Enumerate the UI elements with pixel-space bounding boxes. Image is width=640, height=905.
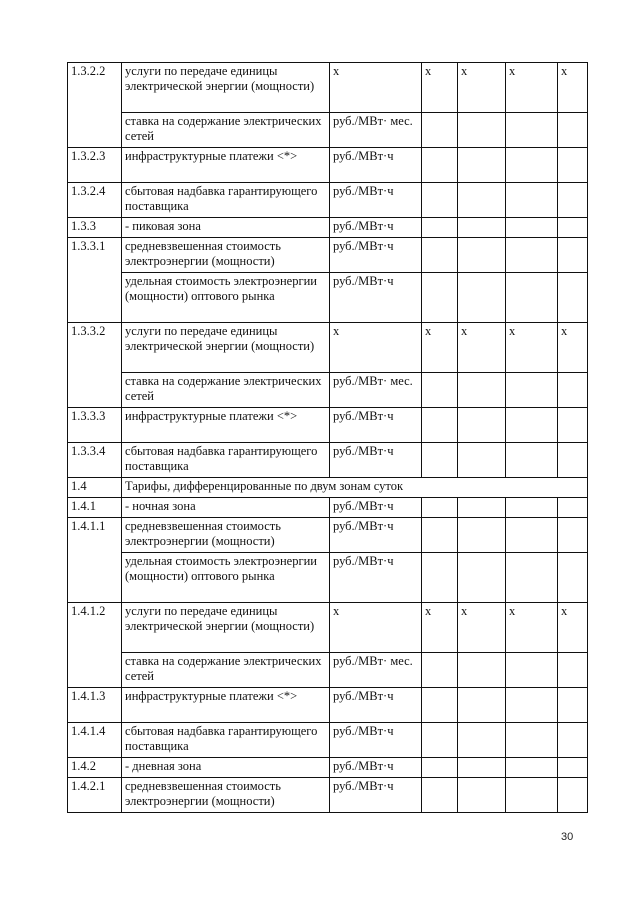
- row-name: сбытовая надбавка гарантирующего поставщика: [122, 183, 330, 218]
- value-cell: [506, 758, 558, 778]
- row-code: 1.3.2.3: [68, 148, 122, 183]
- value-cell: [558, 653, 588, 688]
- value-cell: х: [422, 323, 458, 373]
- row-code: 1.4.2.1: [68, 778, 122, 813]
- row-name: ставка на содержание электрических сетей: [122, 373, 330, 408]
- value-cell: [422, 273, 458, 323]
- value-cell: [558, 498, 588, 518]
- value-cell: х: [558, 603, 588, 653]
- row-unit: руб./МВт·ч: [330, 498, 422, 518]
- row-unit: х: [330, 603, 422, 653]
- value-cell: [558, 238, 588, 273]
- row-unit: руб./МВт·ч: [330, 408, 422, 443]
- row-code: 1.3.3.2: [68, 323, 122, 408]
- value-cell: [422, 758, 458, 778]
- value-cell: [506, 653, 558, 688]
- value-cell: [458, 553, 506, 603]
- value-cell: [558, 408, 588, 443]
- table-row: [68, 238, 588, 273]
- value-cell: х: [458, 323, 506, 373]
- row-name: - пиковая зона: [122, 218, 330, 238]
- value-cell: [506, 553, 558, 603]
- row-code: 1.4.1.4: [68, 723, 122, 758]
- row-name: - ночная зона: [122, 498, 330, 518]
- value-cell: [558, 148, 588, 183]
- tariff-table: [67, 62, 588, 813]
- row-unit: руб./МВт· мес.: [330, 373, 422, 408]
- value-cell: [506, 778, 558, 813]
- value-cell: [422, 723, 458, 758]
- value-cell: [506, 148, 558, 183]
- value-cell: [558, 688, 588, 723]
- value-cell: [558, 518, 588, 553]
- row-name: инфраструктурные платежи <*>: [122, 408, 330, 443]
- row-code: 1.4.2: [68, 758, 122, 778]
- value-cell: [506, 113, 558, 148]
- row-code: 1.4.1: [68, 498, 122, 518]
- table-row: [68, 603, 588, 653]
- value-cell: [558, 183, 588, 218]
- value-cell: х: [506, 323, 558, 373]
- value-cell: [506, 273, 558, 323]
- value-cell: [458, 113, 506, 148]
- value-cell: [458, 758, 506, 778]
- table-row: [68, 778, 588, 813]
- section-title: Тарифы, дифференцированные по двум зонам суток: [122, 478, 588, 498]
- table-row: [68, 408, 588, 443]
- row-name: инфраструктурные платежи <*>: [122, 688, 330, 723]
- row-name: услуги по передаче единицы электрической энергии (мощности): [122, 63, 330, 113]
- row-name: - дневная зона: [122, 758, 330, 778]
- value-cell: [422, 518, 458, 553]
- row-unit: руб./МВт·ч: [330, 553, 422, 603]
- row-name: ставка на содержание электрических сетей: [122, 113, 330, 148]
- row-unit: руб./МВт·ч: [330, 518, 422, 553]
- row-unit: руб./МВт·ч: [330, 688, 422, 723]
- row-unit: руб./МВт·ч: [330, 218, 422, 238]
- value-cell: [422, 148, 458, 183]
- value-cell: [458, 443, 506, 478]
- value-cell: [422, 113, 458, 148]
- table-row: [68, 113, 588, 148]
- value-cell: [422, 443, 458, 478]
- row-name: ставка на содержание электрических сетей: [122, 653, 330, 688]
- value-cell: х: [422, 63, 458, 113]
- value-cell: [558, 373, 588, 408]
- value-cell: [558, 113, 588, 148]
- value-cell: [558, 758, 588, 778]
- row-unit: руб./МВт· мес.: [330, 113, 422, 148]
- table-row: [68, 63, 588, 113]
- row-unit: руб./МВт·ч: [330, 443, 422, 478]
- value-cell: х: [558, 63, 588, 113]
- value-cell: [506, 238, 558, 273]
- value-cell: [506, 498, 558, 518]
- row-code: 1.3.2.4: [68, 183, 122, 218]
- row-code: 1.3.2.2: [68, 63, 122, 148]
- value-cell: [558, 218, 588, 238]
- value-cell: [422, 408, 458, 443]
- value-cell: [422, 778, 458, 813]
- row-name: средневзвешенная стоимость электроэнергии (мощности): [122, 238, 330, 273]
- page-number: 30: [561, 831, 574, 843]
- row-unit: х: [330, 63, 422, 113]
- row-code: 1.4.1.2: [68, 603, 122, 688]
- row-unit: руб./МВт·ч: [330, 723, 422, 758]
- table-row: [68, 273, 588, 323]
- value-cell: [458, 653, 506, 688]
- table-row: [68, 653, 588, 688]
- value-cell: [558, 443, 588, 478]
- value-cell: [422, 553, 458, 603]
- value-cell: [422, 653, 458, 688]
- value-cell: [558, 553, 588, 603]
- row-name: средневзвешенная стоимость электроэнергии (мощности): [122, 778, 330, 813]
- row-code: 1.4: [68, 478, 122, 498]
- row-name: сбытовая надбавка гарантирующего поставщика: [122, 723, 330, 758]
- table-row: [68, 183, 588, 218]
- value-cell: [506, 218, 558, 238]
- value-cell: [422, 183, 458, 218]
- value-cell: [458, 518, 506, 553]
- value-cell: [558, 723, 588, 758]
- row-code: 1.3.3.4: [68, 443, 122, 478]
- value-cell: [458, 238, 506, 273]
- value-cell: х: [506, 63, 558, 113]
- section-row: [68, 478, 588, 498]
- value-cell: [422, 498, 458, 518]
- table-row: [68, 443, 588, 478]
- table-row: [68, 218, 588, 238]
- row-name: средневзвешенная стоимость электроэнергии (мощности): [122, 518, 330, 553]
- value-cell: [506, 373, 558, 408]
- value-cell: [422, 688, 458, 723]
- value-cell: [558, 273, 588, 323]
- value-cell: х: [422, 603, 458, 653]
- row-unit: руб./МВт·ч: [330, 758, 422, 778]
- value-cell: [458, 373, 506, 408]
- value-cell: [458, 183, 506, 218]
- value-cell: [458, 408, 506, 443]
- row-code: 1.4.1.1: [68, 518, 122, 603]
- table-row: [68, 688, 588, 723]
- value-cell: [458, 148, 506, 183]
- row-code: 1.3.3.3: [68, 408, 122, 443]
- row-code: 1.3.3: [68, 218, 122, 238]
- table-row: [68, 723, 588, 758]
- value-cell: [458, 778, 506, 813]
- value-cell: [506, 443, 558, 478]
- value-cell: х: [558, 323, 588, 373]
- value-cell: [422, 238, 458, 273]
- table-row: [68, 758, 588, 778]
- value-cell: [506, 723, 558, 758]
- value-cell: [506, 408, 558, 443]
- row-unit: руб./МВт·ч: [330, 273, 422, 323]
- row-unit: руб./МВт·ч: [330, 238, 422, 273]
- value-cell: [558, 778, 588, 813]
- value-cell: [422, 218, 458, 238]
- value-cell: х: [506, 603, 558, 653]
- value-cell: х: [458, 63, 506, 113]
- row-code: 1.3.3.1: [68, 238, 122, 323]
- row-name: услуги по передаче единицы электрической энергии (мощности): [122, 603, 330, 653]
- row-name: услуги по передаче единицы электрической энергии (мощности): [122, 323, 330, 373]
- value-cell: [506, 183, 558, 218]
- row-name: инфраструктурные платежи <*>: [122, 148, 330, 183]
- value-cell: [458, 273, 506, 323]
- table-row: [68, 323, 588, 373]
- row-unit: руб./МВт· мес.: [330, 653, 422, 688]
- row-unit: руб./МВт·ч: [330, 183, 422, 218]
- table-row: [68, 148, 588, 183]
- row-code: 1.4.1.3: [68, 688, 122, 723]
- value-cell: х: [458, 603, 506, 653]
- row-name: удельная стоимость электроэнергии (мощности) оптового рынка: [122, 553, 330, 603]
- table-row: [68, 498, 588, 518]
- table-row: [68, 553, 588, 603]
- row-unit: руб./МВт·ч: [330, 148, 422, 183]
- table-row: [68, 518, 588, 553]
- row-unit: х: [330, 323, 422, 373]
- value-cell: [422, 373, 458, 408]
- value-cell: [458, 498, 506, 518]
- row-name: удельная стоимость электроэнергии (мощности) оптового рынка: [122, 273, 330, 323]
- row-unit: руб./МВт·ч: [330, 778, 422, 813]
- value-cell: [506, 688, 558, 723]
- row-name: сбытовая надбавка гарантирующего поставщика: [122, 443, 330, 478]
- value-cell: [458, 723, 506, 758]
- value-cell: [458, 688, 506, 723]
- table-row: [68, 373, 588, 408]
- value-cell: [458, 218, 506, 238]
- value-cell: [506, 518, 558, 553]
